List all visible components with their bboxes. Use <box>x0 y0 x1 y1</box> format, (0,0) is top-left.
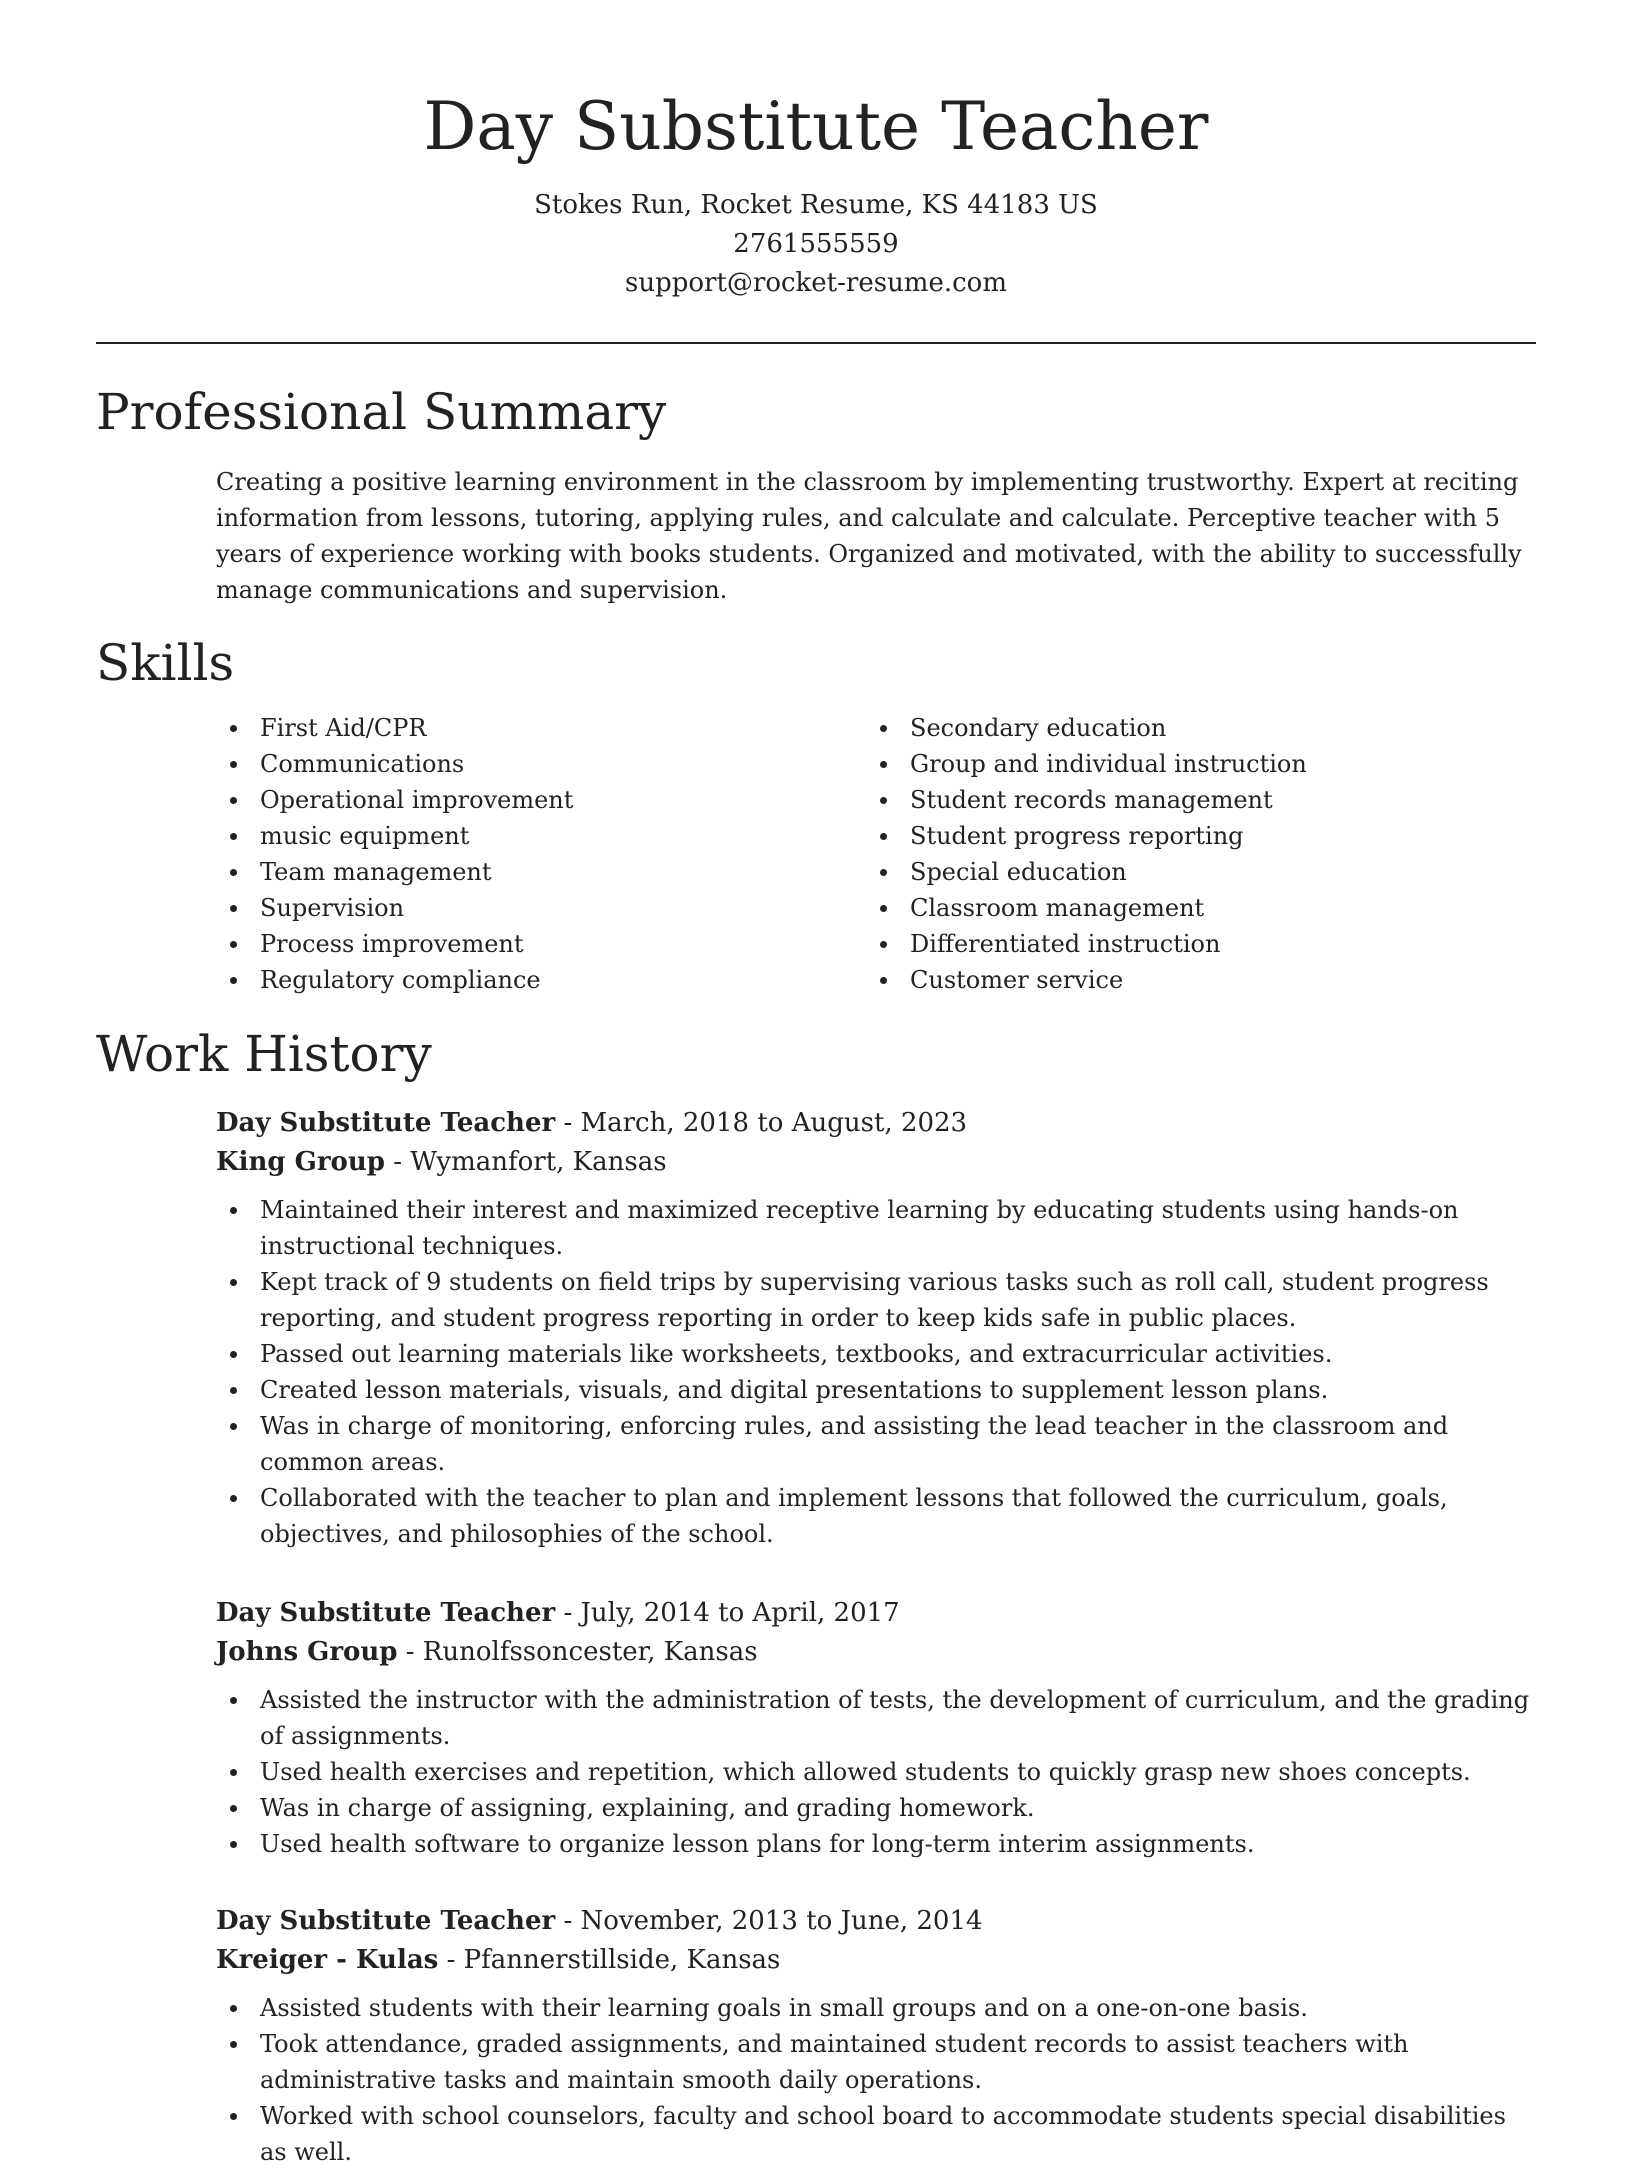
skill-item: Supervision <box>216 890 836 926</box>
work-history-heading: Work History <box>96 1025 432 1083</box>
job-bullet: Assisted the instructor with the administration of tests, the development of curriculum, and the grading of assignments. <box>216 1682 1536 1754</box>
job-bullets <box>216 1192 1536 1552</box>
skill-item: Secondary education <box>866 710 1486 746</box>
job-bullets <box>216 1682 1536 1862</box>
skills-list-right <box>866 710 1486 998</box>
skill-item: Communications <box>216 746 836 782</box>
summary-text: Creating a positive learning environment in the classroom by implementing trustworthy. Expert at reciting information from lessons, tutoring, applying rules, and calculate and calculate. Perceptive teacher with 5 years of experience working with books students. Organized and motivated, with the ability to successfully manage communications and supervision. <box>216 468 1522 604</box>
skill-item: Regulatory compliance <box>216 962 836 998</box>
job-location: - Pfannerstillside, Kansas <box>438 1945 781 1975</box>
job-dates: - July, 2014 to April, 2017 <box>555 1598 900 1628</box>
job-bullet: Maintained their interest and maximized receptive learning by educating students using hands-on instructional techniques. <box>216 1192 1536 1264</box>
job-title-line <box>216 1902 1536 1941</box>
skill-item: Student records management <box>866 782 1486 818</box>
job-bullet: Assisted students with their learning goals in small groups and on a one-on-one basis. <box>216 1990 1536 2026</box>
skills-heading: Skills <box>96 634 235 692</box>
skill-item: Team management <box>216 854 836 890</box>
job-location: - Runolfssoncester, Kansas <box>397 1637 758 1667</box>
phone: 2761555559 <box>733 229 899 259</box>
email: support@rocket-resume.com <box>624 268 1007 298</box>
address: Stokes Run, Rocket Resume, KS 44183 US <box>534 190 1098 220</box>
job-entry <box>216 1104 1536 1552</box>
job-role: Day Substitute Teacher <box>216 1598 556 1628</box>
job-bullet: Collaborated with the teacher to plan and implement lessons that followed the curriculum, goals, objectives, and philosophies of the school. <box>216 1480 1536 1552</box>
job-entry <box>216 1594 1536 1862</box>
skill-item: Differentiated instruction <box>866 926 1486 962</box>
job-dates: - March, 2018 to August, 2023 <box>555 1108 968 1138</box>
job-bullet: Used health software to organize lesson plans for long-term interim assignments. <box>216 1826 1536 1862</box>
skill-item: Group and individual instruction <box>866 746 1486 782</box>
job-role: Day Substitute Teacher <box>216 1906 556 1936</box>
job-bullet: Kept track of 9 students on field trips by supervising various tasks such as roll call, student progress reporting, and student progress reporting in order to keep kids safe in public places. <box>216 1264 1536 1336</box>
job-bullet: Took attendance, graded assignments, and maintained student records to assist teachers with administrative tasks and maintain smooth daily operations. <box>216 2026 1536 2098</box>
job-entry <box>216 1902 1536 2170</box>
job-company-line <box>216 1941 1536 1980</box>
candidate-name: Day Substitute Teacher <box>423 88 1209 165</box>
skill-item: Special education <box>866 854 1486 890</box>
job-bullet: Worked with school counselors, faculty and school board to accommodate students special disabilities as well. <box>216 2098 1536 2170</box>
skills-list-left <box>216 710 836 998</box>
job-company: Kreiger - Kulas <box>216 1945 439 1975</box>
job-bullet: Passed out learning materials like worksheets, textbooks, and extracurricular activities. <box>216 1336 1536 1372</box>
skill-item: Classroom management <box>866 890 1486 926</box>
job-bullets <box>216 1990 1536 2170</box>
skill-item: Student progress reporting <box>866 818 1486 854</box>
job-company: Johns Group <box>216 1637 398 1667</box>
job-title-line <box>216 1104 1536 1143</box>
job-bullet: Was in charge of monitoring, enforcing rules, and assisting the lead teacher in the classroom and common areas. <box>216 1408 1536 1480</box>
skill-item: music equipment <box>216 818 836 854</box>
skill-item: Operational improvement <box>216 782 836 818</box>
job-bullet: Created lesson materials, visuals, and digital presentations to supplement lesson plans. <box>216 1372 1536 1408</box>
skill-item: Process improvement <box>216 926 836 962</box>
job-title-line <box>216 1594 1536 1633</box>
resume-header <box>0 0 1632 303</box>
job-dates: - November, 2013 to June, 2014 <box>555 1906 983 1936</box>
job-location: - Wymanfort, Kansas <box>384 1147 667 1177</box>
job-company: King Group <box>216 1147 385 1177</box>
job-bullet: Was in charge of assigning, explaining, and grading homework. <box>216 1790 1536 1826</box>
skill-item: Customer service <box>866 962 1486 998</box>
header-divider <box>96 342 1536 344</box>
skill-item: First Aid/CPR <box>216 710 836 746</box>
job-bullet: Used health exercises and repetition, which allowed students to quickly grasp new shoes concepts. <box>216 1754 1536 1790</box>
job-role: Day Substitute Teacher <box>216 1108 556 1138</box>
job-company-line <box>216 1143 1536 1182</box>
contact-info <box>0 186 1632 303</box>
job-company-line <box>216 1633 1536 1672</box>
summary-heading: Professional Summary <box>96 383 667 441</box>
